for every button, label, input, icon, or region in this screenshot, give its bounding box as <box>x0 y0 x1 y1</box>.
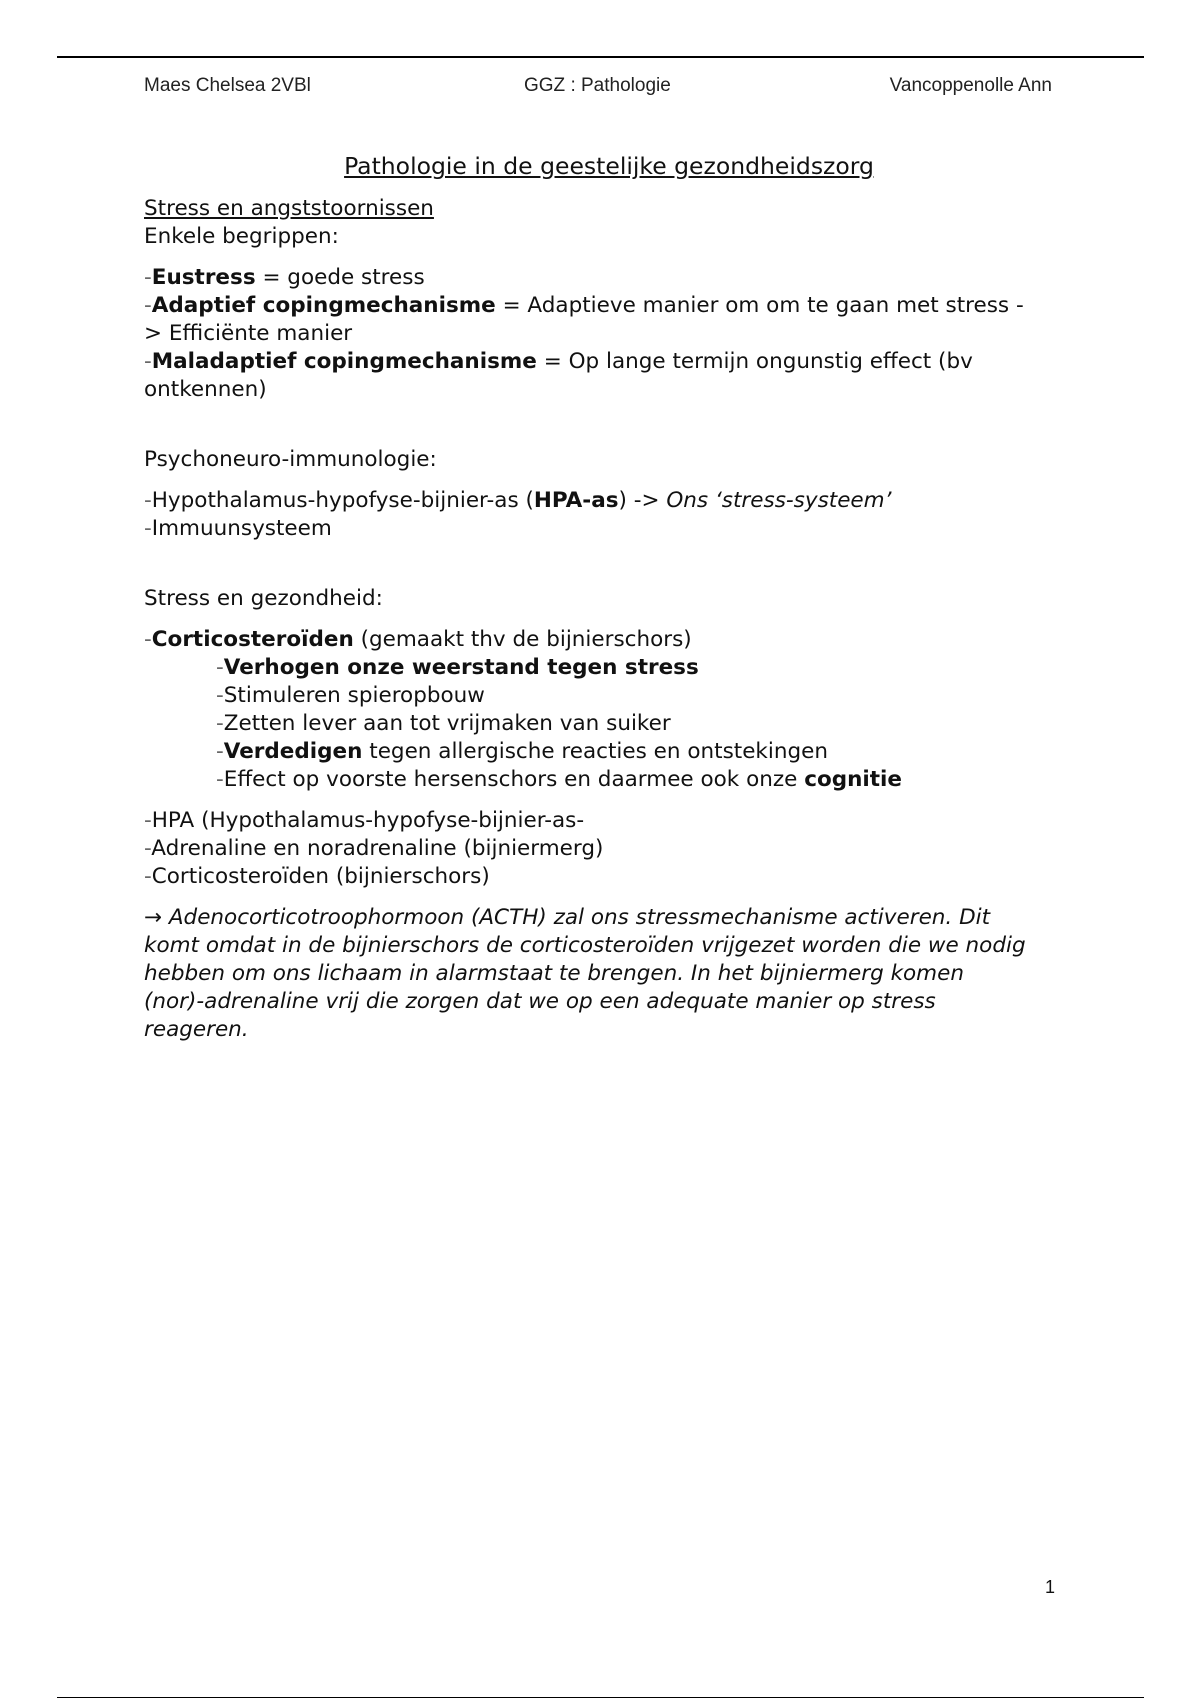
list-item-adrenaline: -Adrenaline en noradrenaline (bijniermerg) <box>144 836 604 861</box>
conclusion-line: komt omdat in de bijnierschors de corticosteroïden vrijgezet worden die we nodig <box>144 933 1026 958</box>
list-item-adaptief-cont: > Efficiënte manier <box>144 321 353 346</box>
sub-item-verdedigen: -Verdedigen tegen allergische reacties en ontstekingen <box>216 739 828 764</box>
section-heading-gezondheid: Stress en gezondheid: <box>144 586 383 611</box>
sub-item-spieropbouw: -Stimuleren spieropbouw <box>216 683 485 708</box>
page-number: 1 <box>1045 1577 1056 1597</box>
list-item-eustress: -Eustress = goede stress <box>144 265 425 290</box>
conclusion-line: hebben om ons lichaam in alarmstaat te brengen. In het bijniermerg komen <box>144 961 964 986</box>
header-rule <box>57 56 1144 58</box>
header-teacher: Vancoppenolle Ann <box>889 75 1052 96</box>
list-item-immuunsysteem: -Immuunsysteem <box>144 516 332 541</box>
list-item-corticosteroiden: -Corticosteroïden (gemaakt thv de bijnierschors) <box>144 627 692 652</box>
conclusion-line: → Adenocorticotroophormoon (ACTH) zal ons stressmechanisme activeren. Dit <box>144 905 991 930</box>
list-item-maladaptief-cont: ontkennen) <box>144 377 267 402</box>
conclusion-paragraph <box>144 904 1064 1044</box>
section-heading-pni: Psychoneuro-immunologie: <box>144 447 437 472</box>
header-course: GGZ : Pathologie <box>524 75 671 96</box>
list-item-adaptief: -Adaptief copingmechanisme = Adaptieve manier om om te gaan met stress - <box>144 293 1024 318</box>
sub-item-weerstand: -Verhogen onze weerstand tegen stress <box>216 655 699 680</box>
header-author: Maes Chelsea 2VBl <box>144 75 311 96</box>
section-heading-stress: Stress en angststoornissen <box>144 196 434 221</box>
conclusion-line: (nor)-adrenaline vrij die zorgen dat we op een adequate manier op stress <box>144 989 936 1014</box>
intro-begrippen: Enkele begrippen: <box>144 224 339 249</box>
list-item-hpa-as: -Hypothalamus-hypofyse-bijnier-as (HPA-as) -> Ons ‘stress-systeem’ <box>144 488 892 513</box>
list-item-cortico-bijnierschors: -Corticosteroïden (bijnierschors) <box>144 864 490 889</box>
document-body <box>144 150 1064 1044</box>
footer-rule <box>57 1697 1144 1698</box>
document-title: Pathologie in de geestelijke gezondheidszorg <box>344 152 874 180</box>
sub-item-cognitie: -Effect op voorste hersenschors en daarmee ook onze cognitie <box>216 767 903 792</box>
conclusion-line: reageren. <box>144 1017 249 1042</box>
list-item-hpa: -HPA (Hypothalamus-hypofyse-bijnier-as- <box>144 808 585 833</box>
sub-item-lever: -Zetten lever aan tot vrijmaken van suiker <box>216 711 671 736</box>
list-item-maladaptief: -Maladaptief copingmechanisme = Op lange termijn ongunstig effect (bv <box>144 349 973 374</box>
